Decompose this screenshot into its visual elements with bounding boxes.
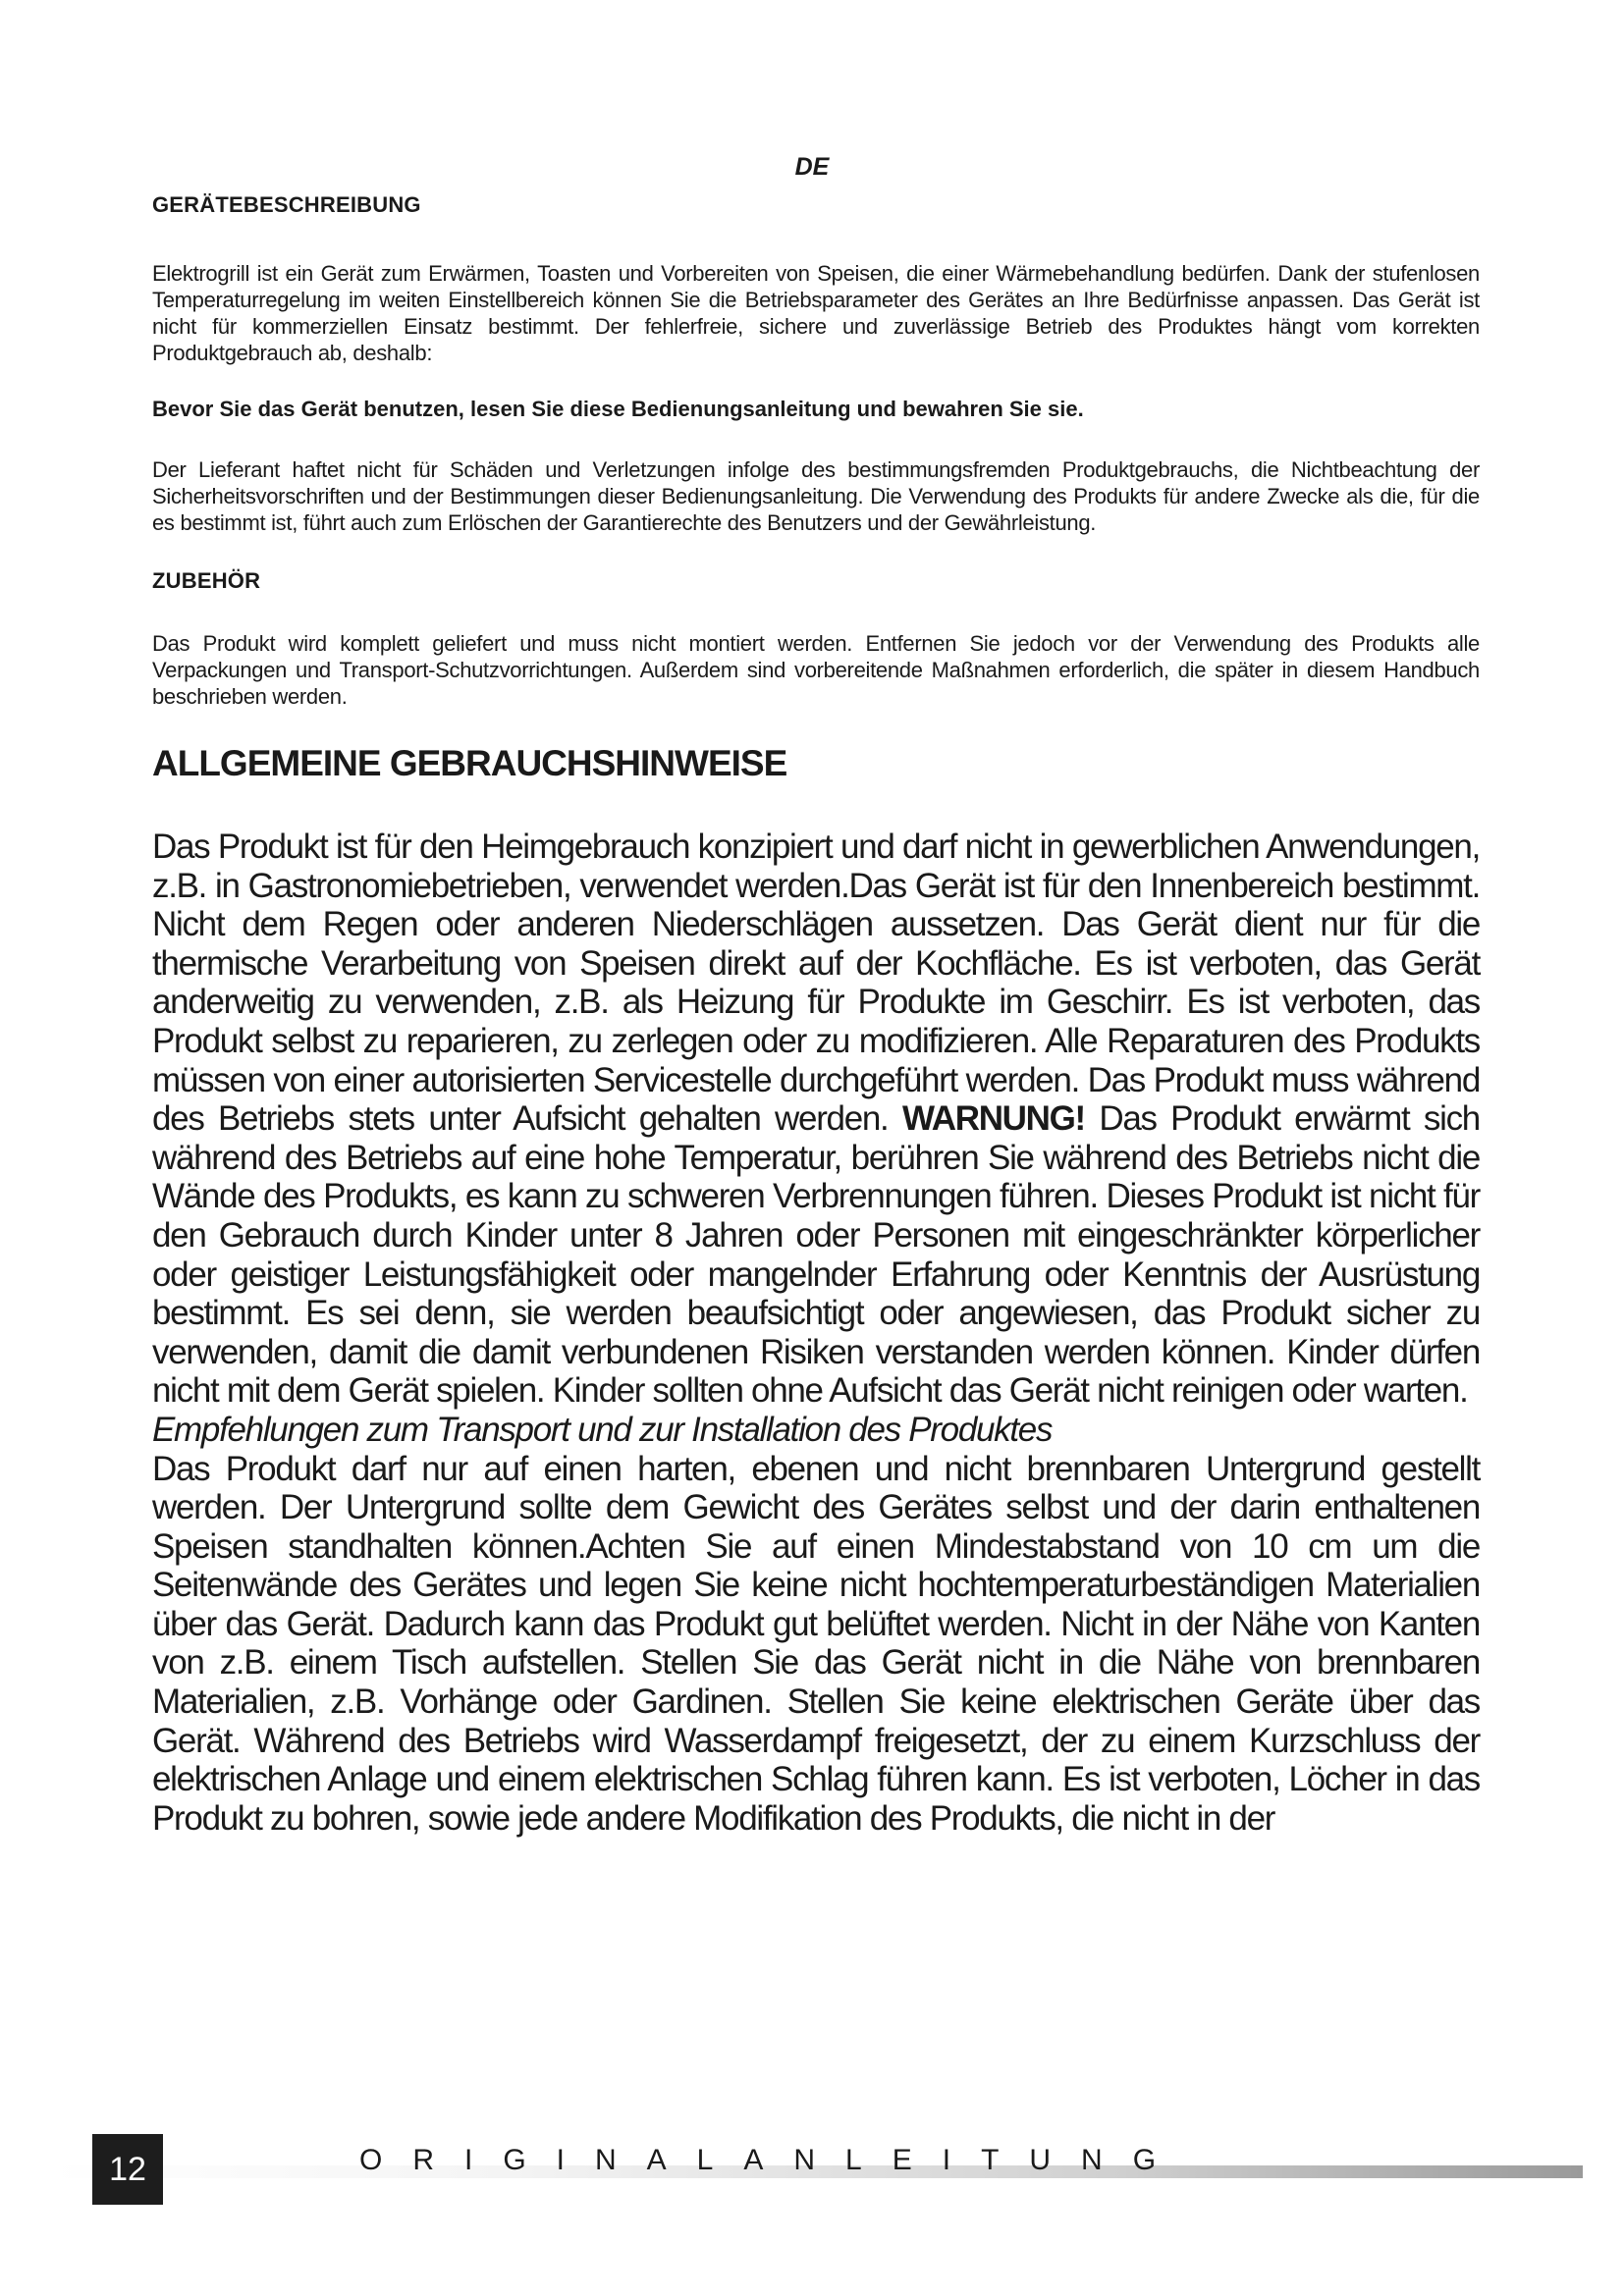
footer-label: ORIGINALANLEITUNG <box>359 2144 1187 2176</box>
warning-label: WARNUNG! <box>901 1099 1085 1139</box>
general-paragraph <box>152 828 1480 1411</box>
language-label: DE <box>794 153 830 181</box>
description-paragraph: Elektrogrill ist ein Gerät zum Erwärmen, Toasten und Vorbereiten von Speisen, die einer Wärmebehandlung bedürfen. Dank der stufenlosen Temperaturregelung im weiten Einstellbereich können Sie die Betriebsparameter des Gerätes an Ihre Bedürfnisse anpassen. Das Gerät ist nicht für kommerziellen Einsatz bestimmt. Der fehlerfreie, sichere und zuverlässige Betrieb des Produktes hängt vom korrekten Produktgebrauch ab, deshalb: <box>152 261 1480 365</box>
transport-heading: Empfehlungen zum Transport und zur Installation des Produktes <box>152 1410 1053 1449</box>
liability-paragraph: Der Lieferant haftet nicht für Schäden und Verletzungen infolge des bestimmungsfremden Produktgebrauchs, die Nichtbeachtung der Sicherheitsvorschriften und der Bestimmungen dieser Bedienungsanleitung. Die Verwendung des Produkts für andere Zwecke als die, für die es bestimmt ist, führt auch zum Erlöschen der Garantierechte des Benutzers und der Gewährleistung. <box>152 457 1480 535</box>
read-manual-notice: Bevor Sie das Gerät benutzen, lesen Sie diese Bedienungsanleitung und bewahren Sie sie. <box>152 397 1084 421</box>
general-text-before-warning: Das Produkt ist für den Heimgebrauch konzipiert und darf nicht in gewerblichen Anwendungen, z.B. in Gastronomiebetrieben, verwendet werden.Das Gerät ist für den Innenbereich bestimmt. Nicht dem Regen oder anderen Niederschlägen aussetzen. Das Gerät dient nur für die thermische Verarbeitung von Speisen direkt auf der Kochfläche. Es ist verboten, das Gerät anderweitig zu verwenden, z.B. als Heizung für Produkte im Geschirr. Es ist verboten, das Produkt selbst zu reparieren, zu zerlegen oder zu modifizieren. Alle Reparaturen des Produkts müssen von einer autorisierten Servicestelle durchgeführt werden. Das Produkt muss während des Betriebs stets unter Aufsicht gehalten werden. <box>152 828 1480 1139</box>
section-title-description: GERÄTEBESCHREIBUNG <box>152 192 421 217</box>
page-content <box>152 192 1480 1838</box>
accessories-paragraph: Das Produkt wird komplett geliefert und muss nicht montiert werden. Entfernen Sie jedoch vor der Verwendung des Produkts alle Verpackungen und Transport-Schutzvorrichtungen. Außerdem sind vorbereitende Maßnahmen erforderlich, die später in diesem Handbuch beschrieben werden. <box>152 631 1480 709</box>
page-number: 12 <box>92 2134 163 2205</box>
section-title-accessories: ZUBEHÖR <box>152 568 261 593</box>
transport-paragraph: Das Produkt darf nur auf einen harten, ebenen und nicht brennbaren Untergrund gestellt werden. Der Untergrund sollte dem Gewicht des Gerätes selbst und der darin enthaltenen Speisen standhalten können.Achten Sie auf einen Mindestabstand von 10 cm um die Seitenwände des Gerätes und legen Sie keine nicht hochtemperaturbeständigen Materialien über das Gerät. Dadurch kann das Produkt gut belüftet werden. Nicht in der Nähe von Kanten von z.B. einem Tisch aufstellen. Stellen Sie das Gerät nicht in die Nähe von brennbaren Materialien, z.B. Vorhänge oder Gardinen. Stellen Sie keine elektrischen Geräte über das Gerät. Während des Betriebs wird Wasserdampf freigesetzt, der zu einem Kurzschluss der elektrischen Anlage und einem elektrischen Schlag führen kann. Es ist verboten, Löcher in das Produkt zu bohren, sowie jede andere Modifikation des Produkts, die nicht in der <box>152 1449 1480 1838</box>
section-title-general: ALLGEMEINE GEBRAUCHSHINWEISE <box>152 743 787 783</box>
general-text-after-warning: Das Produkt erwärmt sich während des Betriebs auf eine hohe Temperatur, berühren Sie während des Betriebs nicht die Wände des Produkts, es kann zu schweren Verbrennungen führen. Dieses Produkt ist nicht für den Gebrauch durch Kinder unter 8 Jahren oder Personen mit eingeschränkter körperlicher oder geistiger Leistungsfähigkeit oder mangelnder Erfahrung oder Kenntnis der Ausrüstung bestimmt. Es sei denn, sie werden beaufsichtigt oder angewiesen, das Produkt sicher zu verwenden, damit die damit verbundenen Risiken verstanden werden können. Kinder dürfen nicht mit dem Gerät spielen. Kinder sollten ohne Aufsicht das Gerät nicht reinigen oder warten. <box>152 1099 1480 1411</box>
